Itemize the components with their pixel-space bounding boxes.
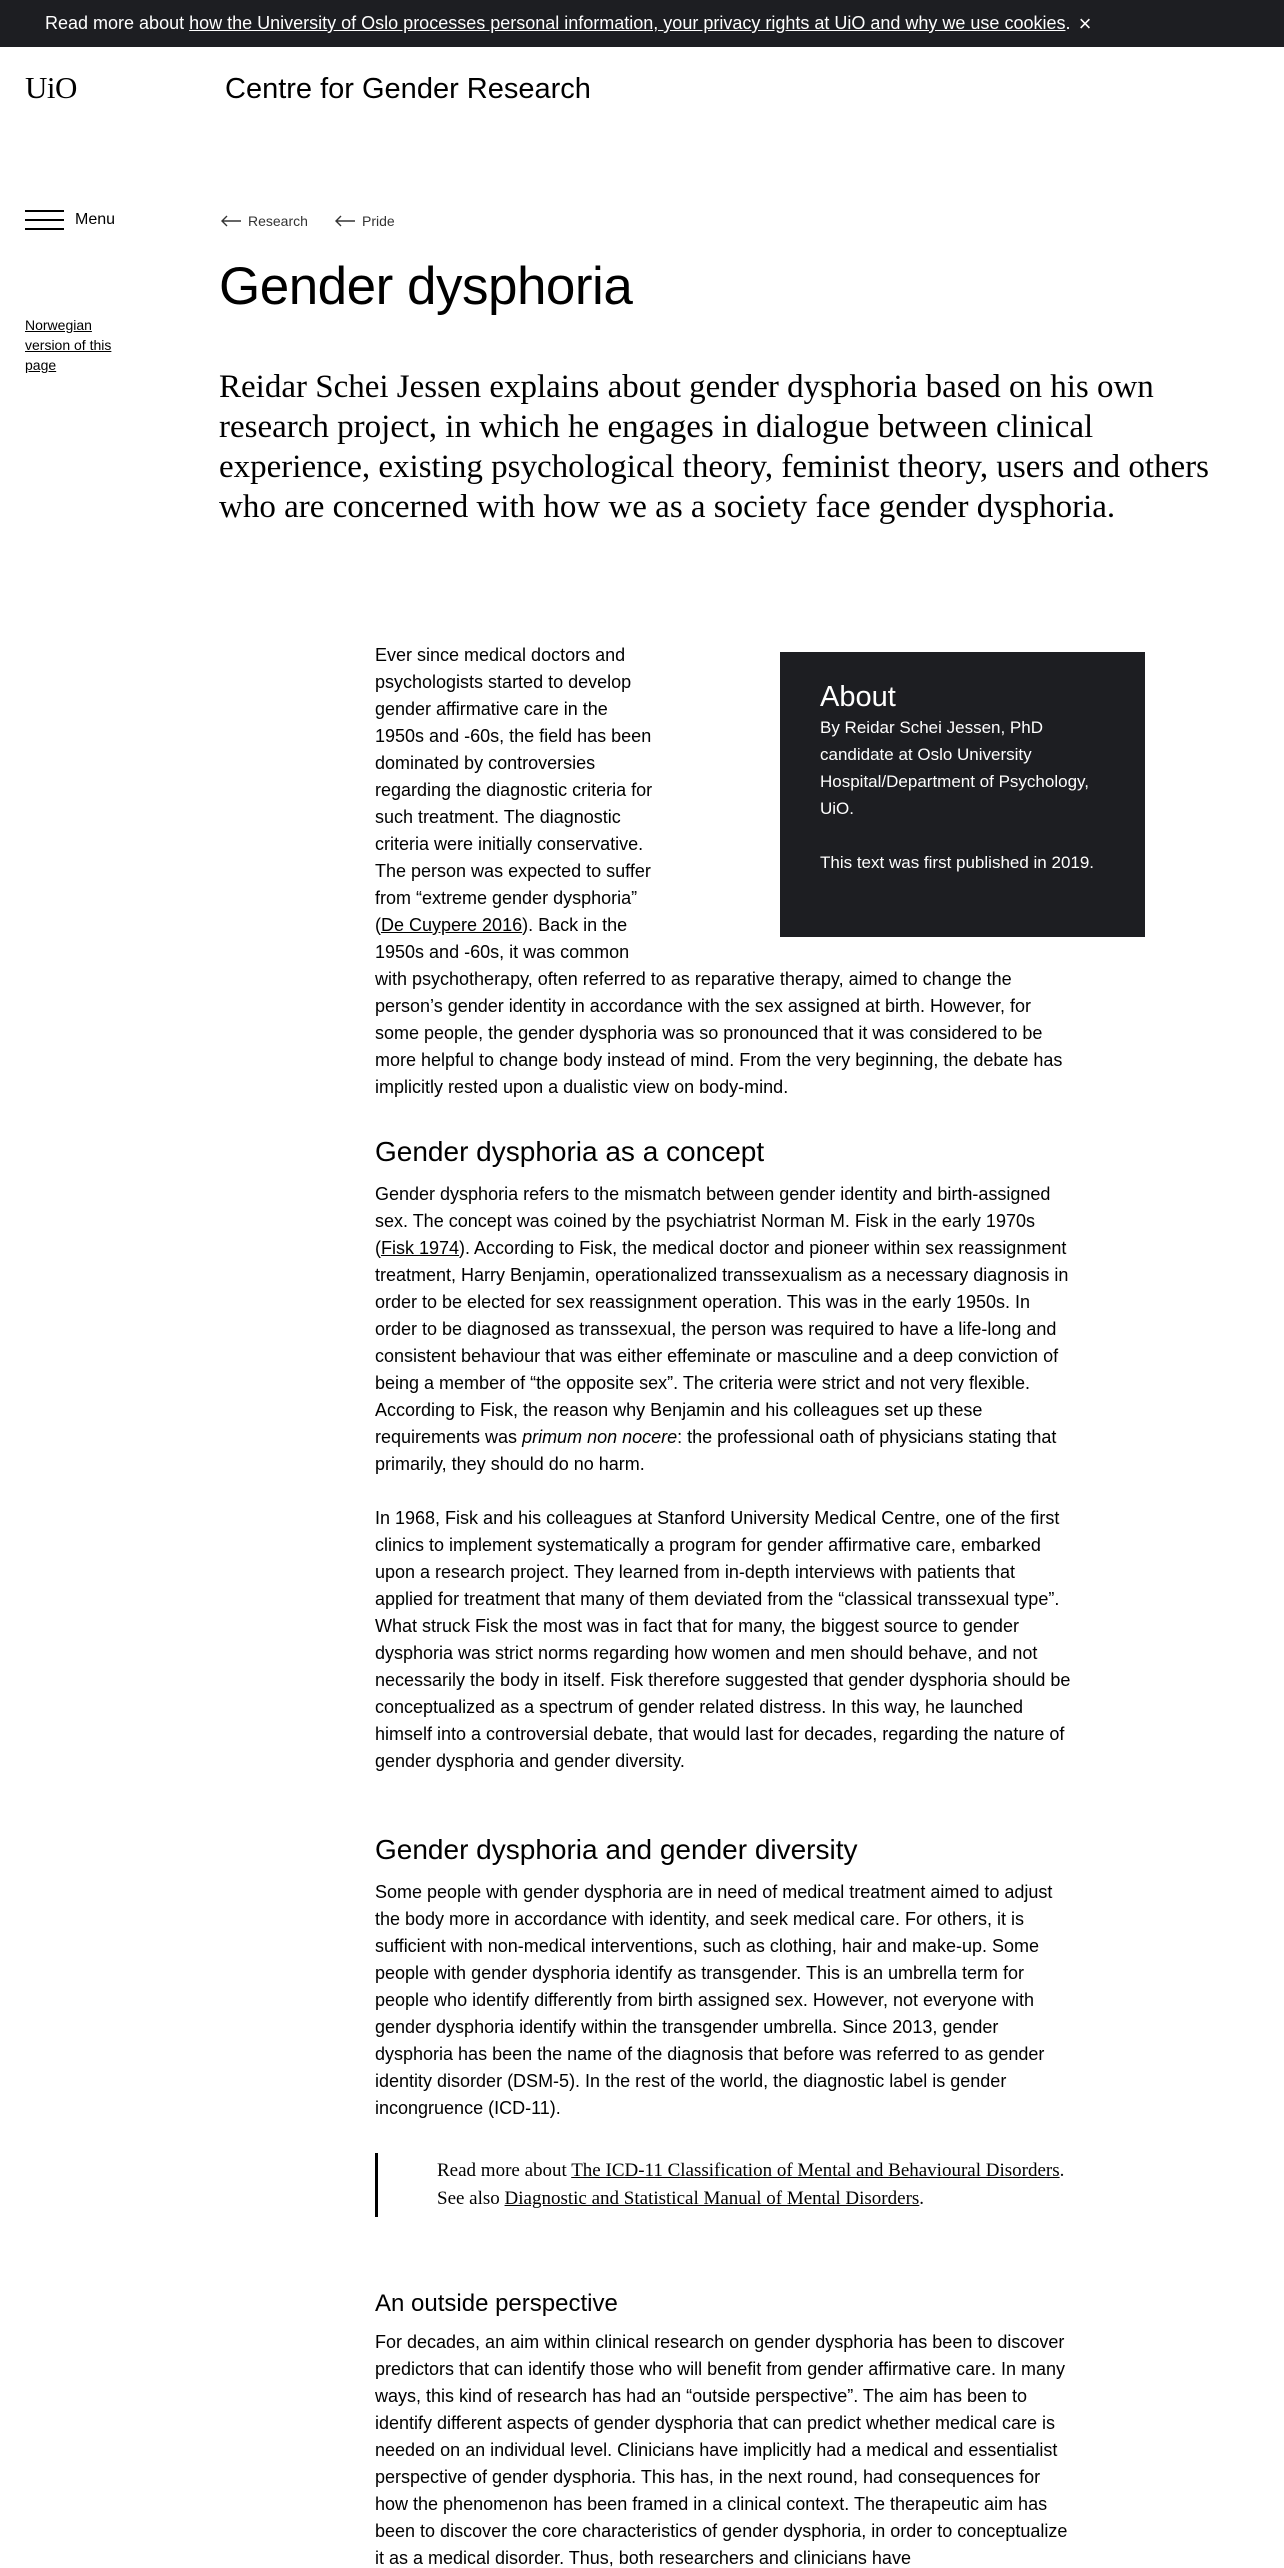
arrow-left-icon bbox=[220, 215, 242, 227]
about-title: About bbox=[820, 681, 896, 713]
about-published: This text was first published in 2019. bbox=[820, 853, 1095, 872]
readmore-text: . bbox=[919, 2188, 925, 2209]
cookie-privacy-link[interactable]: how the University of Oslo processes personal information, your privacy rights at UiO and why we use cookies bbox=[189, 13, 1066, 33]
section-heading: Gender dysphoria and gender diversity bbox=[375, 1834, 858, 1865]
readmore-text: Read more about bbox=[437, 2160, 572, 2181]
hamburger-icon bbox=[25, 210, 64, 232]
page-title: Gender dysphoria bbox=[219, 257, 633, 316]
paragraph-text: ). According to Fisk, the medical doctor and pioneer within sex reassignment treatment, Harry Benjamin, operationalized transsexualism as a necessary diagnosis in order to be elected for sex reassignment operation. This was in the early 1950s. In order to be diagnosed as transsexual, the person was required to have a life-long and consistent behaviour that was either effeminate or masculine and a deep conviction of being a member of “the opposite sex”. The criteria were strict and not very flexible. According to Fisk, the reason why Benjamin and his colleagues set up these requirements was bbox=[375, 1238, 1069, 1447]
body-paragraph bbox=[375, 642, 1065, 1101]
paragraph-text: Gender dysphoria refers to the mismatch between gender identity and birth-assigned sex. The concept was coined by the psychiatrist Norman M. Fisk in the early 1970s ( bbox=[375, 1184, 1051, 1258]
breadcrumb-label: Research bbox=[248, 213, 308, 229]
paragraph-text: Ever since medical doctors and psychologists started to develop gender affirmative care in the 1950s and -60s, the field has been dominated by controversies regarding the diagnostic criteria for such treatment. The diagnostic criteria were initially conservative. The person was expected to suffer from “extreme gender dysphoria” ( bbox=[375, 645, 653, 935]
cookie-prefix: Read more about bbox=[45, 13, 190, 33]
menu-label: Menu bbox=[75, 211, 116, 228]
paragraph-text: ). Back in the 1950s and -60s, it was common with psychotherapy, often referred to as reparative therapy, aimed to change the person’s gender identity in accordance with the sex assigned at birth. However, for some people, the gender dysphoria was so pronounced that it was considered to be more helpful to change body instead of mind. From the very beginning, the debate has implicitly rested upon a dualistic view on body-mind. bbox=[375, 915, 1063, 1097]
arrow-left-icon bbox=[334, 215, 356, 227]
section-heading: An outside perspective bbox=[375, 2290, 618, 2317]
cookie-message bbox=[45, 12, 1071, 34]
section-heading: Gender dysphoria as a concept bbox=[375, 1136, 765, 1167]
reference-link[interactable]: Fisk 1974 bbox=[381, 1238, 460, 1258]
body-paragraph bbox=[375, 1181, 1075, 1478]
about-byline: By Reidar Schei Jessen, PhD candidate at Oslo University Hospital/Department of Psychology, UiO. bbox=[820, 718, 1089, 818]
cookie-banner bbox=[0, 0, 1284, 47]
readmore-text: . See also bbox=[437, 2160, 1065, 2209]
body-paragraph: Some people with gender dysphoria are in need of medical treatment aimed to adjust the body more in accordance with identity, and seek medical care. For others, it is sufficient with non-medical interventions, such as clothing, hair and make-up. Some people with gender dysphoria identify as transgender. This is an umbrella term for people who identify differently from birth assigned sex. However, not everyone with gender dysphoria identify within the transgender umbrella. Since 2013, gender dysphoria has been the name of the diagnosis that before was referred to as gender identity disorder (DSM-5). In the rest of the world, the diagnostic label is gender incongruence (ICD-11). bbox=[375, 1882, 1053, 2118]
cookie-suffix: . bbox=[1065, 13, 1071, 33]
norwegian-version-link[interactable]: Norwegian version of this page bbox=[25, 317, 112, 373]
uio-logo[interactable]: UiO bbox=[25, 70, 77, 105]
body-paragraph: In 1968, Fisk and his colleagues at Stanford University Medical Centre, one of the first clinics to implement systematically a program for gender affirmative care, embarked upon a research project. They learned from in-depth interviews with patients that applied for treatment that many of them deviated from the “classical transsexual type”. What struck Fisk the most was in fact that for many, the biggest source to gender dysphoria was strict norms regarding how women and men should behave, and not necessarily the body in itself. Fisk therefore suggested that gender dysphoria should be conceptualized as a spectrum of gender related distress. In this way, he launched himself into a controversial debate, that would last for decades, regarding the nature of gender dysphoria and gender diversity. bbox=[375, 1508, 1071, 1771]
icd11-link[interactable]: The ICD-11 Classification of Mental and Behavioural Disorders bbox=[571, 2160, 1060, 2181]
paragraph-text: : the professional oath of physicians stating that primarily, they should do no harm. bbox=[375, 1427, 1057, 1474]
body-paragraph: For decades, an aim within clinical research on gender dysphoria has been to discover predictors that can identify those who will benefit from gender affirmative care. In many ways, this kind of research has had an “outside perspective”. The aim has been to identify different aspects of gender dysphoria that can predict whether medical care is needed on an individual level. Clinicians have implicitly had a medical and essentialist perspective of gender dysphoria. This has, in the next round, had consequences for how the phenomenon has been framed in a clinical context. The therapeutic aim has been to discover the core characteristics of gender dysphoria, in order to conceptualize it as a medical disorder. Thus, both researchers and clinicians have bbox=[375, 2332, 1068, 2568]
close-icon[interactable]: × bbox=[1078, 11, 1092, 36]
site-title[interactable]: Centre for Gender Research bbox=[225, 73, 591, 105]
dsm-link[interactable]: Diagnostic and Statistical Manual of Mental Disorders bbox=[504, 2188, 920, 2209]
breadcrumb-label: Pride bbox=[362, 213, 395, 229]
reference-link[interactable]: De Cuypere 2016 bbox=[381, 915, 523, 935]
intro-text: Reidar Schei Jessen explains about gender dysphoria based on his own research project, in which he engages in dialogue between clinical experience, existing psychological theory, feminist theory, users and others who are concerned with how we as a society face gender dysphoria. bbox=[219, 369, 1210, 525]
emphasis-text: primum non nocere bbox=[522, 1427, 678, 1447]
read-more-block bbox=[375, 2153, 1095, 2217]
